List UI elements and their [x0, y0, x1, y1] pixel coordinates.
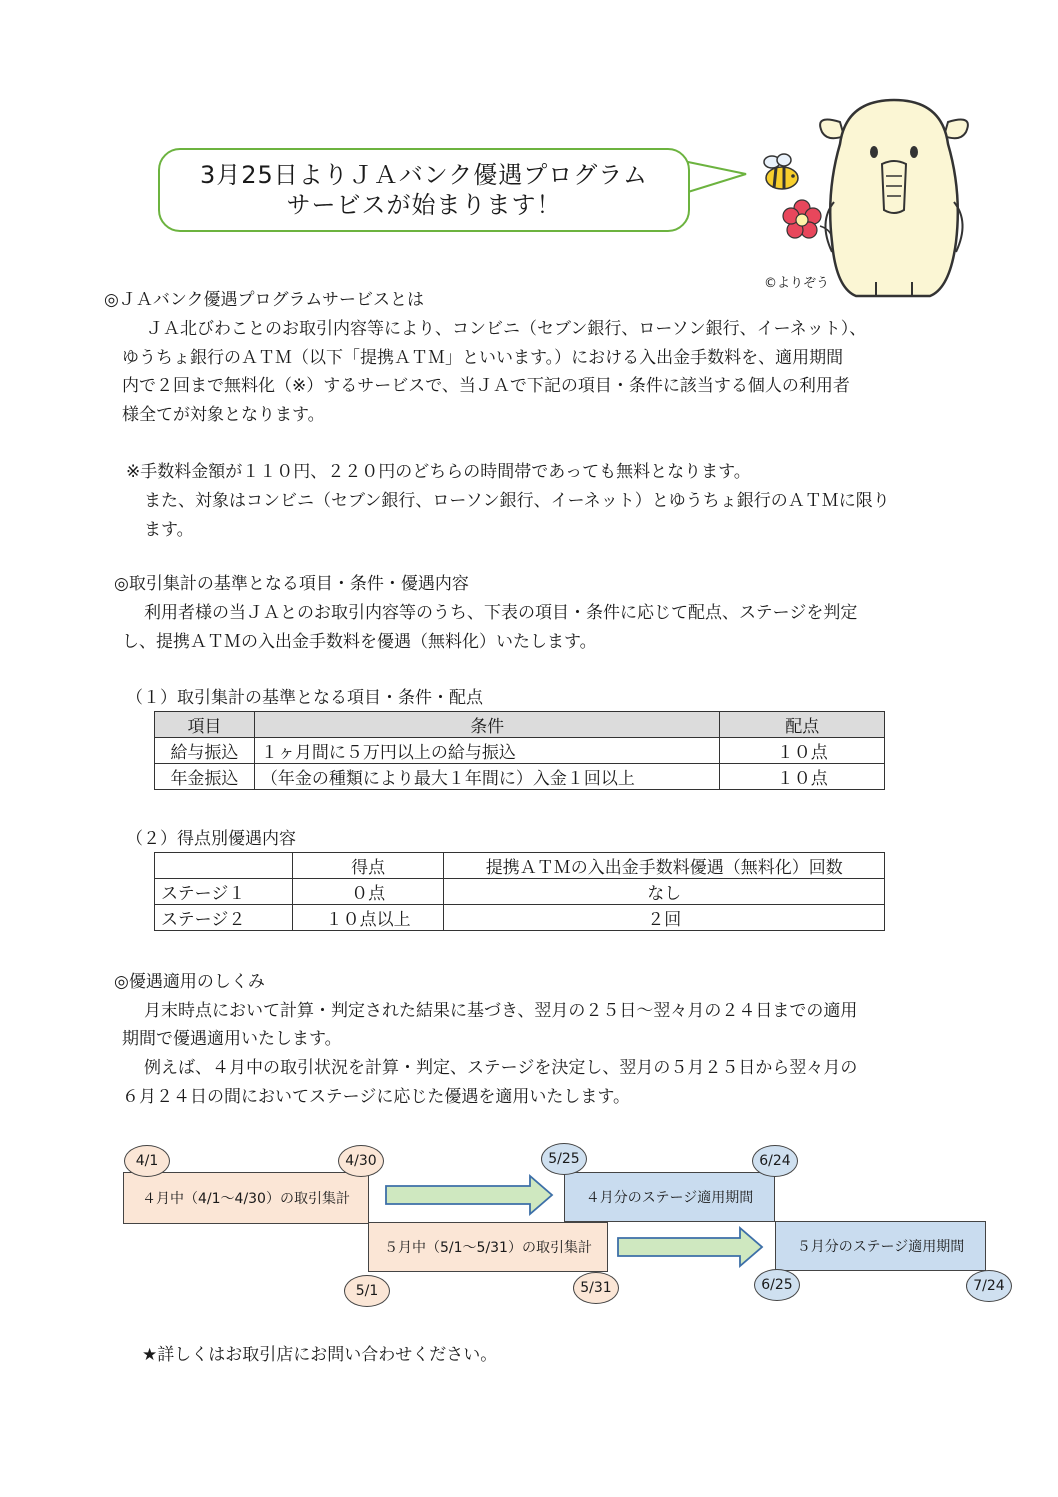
may-apply-box: ５月分のステージ適用期間 — [775, 1221, 986, 1271]
date-tag-5-1: 5/1 — [344, 1275, 390, 1307]
note-line2: また、対象はコンビニ（セブン銀行、ローソン銀行、イーネット）とゆうちょ銀行のＡＴＭに限り — [144, 491, 890, 511]
col-header-blank — [155, 853, 293, 879]
header-line1: 3月25日よりＪＡバンク優遇プログラム — [199, 161, 649, 189]
date-tag-4-30: 4/30 — [338, 1145, 384, 1177]
arrow-right-icon — [616, 1226, 766, 1268]
section1-line1: ＪＡ北びわことのお取引内容等により、コンビニ（セブン銀行、ローソン銀行、イーネット）、 — [146, 319, 867, 339]
table1-caption: （１）取引集計の基準となる項目・条件・配点 — [126, 688, 483, 708]
cell-stage: ステージ１ — [155, 879, 293, 905]
section3-heading: ◎優遇適用のしくみ — [114, 972, 265, 992]
section2-line1: 利用者様の当ＪＡとのお取引内容等のうち、下表の項目・条件に応じて配点、ステージを判定 — [144, 603, 858, 623]
cell-score: １０点以上 — [292, 905, 444, 931]
section2-heading: ◎取引集計の基準となる項目・条件・優遇内容 — [114, 574, 469, 594]
april-apply-box: ４月分のステージ適用期間 — [564, 1172, 775, 1222]
table-row — [155, 879, 885, 905]
col-header-free-count: 提携ＡＴＭの入出金手数料優遇（無料化）回数 — [444, 853, 885, 879]
cell-free-count: なし — [444, 879, 885, 905]
bee-icon — [760, 152, 806, 194]
col-header-item: 項目 — [155, 712, 255, 738]
col-header-condition: 条件 — [254, 712, 720, 738]
col-header-points: 配点 — [720, 712, 885, 738]
table-row — [155, 738, 885, 764]
date-tag-4-1: 4/1 — [124, 1145, 170, 1177]
date-tag-6-25: 6/25 — [754, 1269, 800, 1301]
header-bubble — [158, 148, 690, 232]
table2-caption: （２）得点別優遇内容 — [126, 829, 296, 849]
note-line1: ※手数料金額が１１０円、２２０円のどちらの時間帯であっても無料となります。 — [126, 462, 751, 482]
arrow-right-icon — [384, 1174, 556, 1216]
col-header-score: 得点 — [292, 853, 444, 879]
section3-line3: 例えば、４月中の取引状況を計算・判定、ステージを決定し、翌月の５月２５日から翌々月の — [144, 1058, 858, 1078]
section1-line2: ゆうちょ銀行のＡＴＭ（以下「提携ＡＴＭ」といいます。）における入出金手数料を、適用期間 — [122, 348, 844, 368]
date-tag-7-24: 7/24 — [966, 1270, 1012, 1302]
cell-points: １０点 — [720, 764, 885, 790]
footer-note: ★詳しくはお取引店にお問い合わせください。 — [142, 1345, 498, 1365]
cell-condition: １ヶ月間に５万円以上の給与振込 — [254, 738, 720, 764]
section3-line2: 期間で優遇適用いたします。 — [122, 1029, 342, 1049]
section3-line4: ６月２４日の間においてステージに応じた優遇を適用いたします。 — [122, 1087, 630, 1107]
table-row — [155, 764, 885, 790]
may-collection-box: ５月中（5/1～5/31）の取引集計 — [368, 1222, 608, 1272]
date-tag-5-25: 5/25 — [541, 1143, 587, 1175]
table-header-row — [155, 853, 885, 879]
cell-points: １０点 — [720, 738, 885, 764]
section2-line2: し、提携ＡＴＭの入出金手数料を優遇（無料化）いたします。 — [122, 632, 597, 652]
cell-stage: ステージ２ — [155, 905, 293, 931]
april-collection-box: ４月中（4/1～4/30）の取引集計 — [123, 1172, 369, 1224]
table-row — [155, 905, 885, 931]
header-line2: サービスが始まります！ — [286, 191, 562, 219]
cell-item: 年金振込 — [155, 764, 255, 790]
table-header-row — [155, 712, 885, 738]
date-tag-6-24: 6/24 — [752, 1145, 798, 1177]
section1-line3: 内で２回まで無料化（※）するサービスで、当ＪＡで下記の項目・条件に該当する個人の利用者 — [122, 376, 850, 396]
mascot-yorizo-icon — [810, 92, 978, 304]
cell-free-count: ２回 — [444, 905, 885, 931]
cell-score: ０点 — [292, 879, 444, 905]
cell-item: 給与振込 — [155, 738, 255, 764]
section3-line1: 月末時点において計算・判定された結果に基づき、翌月の２５日～翌々月の２４日までの適用 — [144, 1001, 858, 1021]
stage-table — [154, 852, 885, 931]
section1-line4: 様全てが対象となります。 — [122, 405, 325, 425]
note-line3: ます。 — [144, 520, 194, 540]
section1-heading: ◎ＪＡバンク優遇プログラムサービスとは — [104, 290, 424, 310]
bubble-tail — [684, 158, 748, 198]
date-tag-5-31: 5/31 — [573, 1272, 619, 1304]
cell-condition: （年金の種類により最大１年間に）入金１回以上 — [254, 764, 720, 790]
mascot-credit: ©よりぞう — [764, 276, 830, 291]
criteria-table — [154, 711, 885, 790]
